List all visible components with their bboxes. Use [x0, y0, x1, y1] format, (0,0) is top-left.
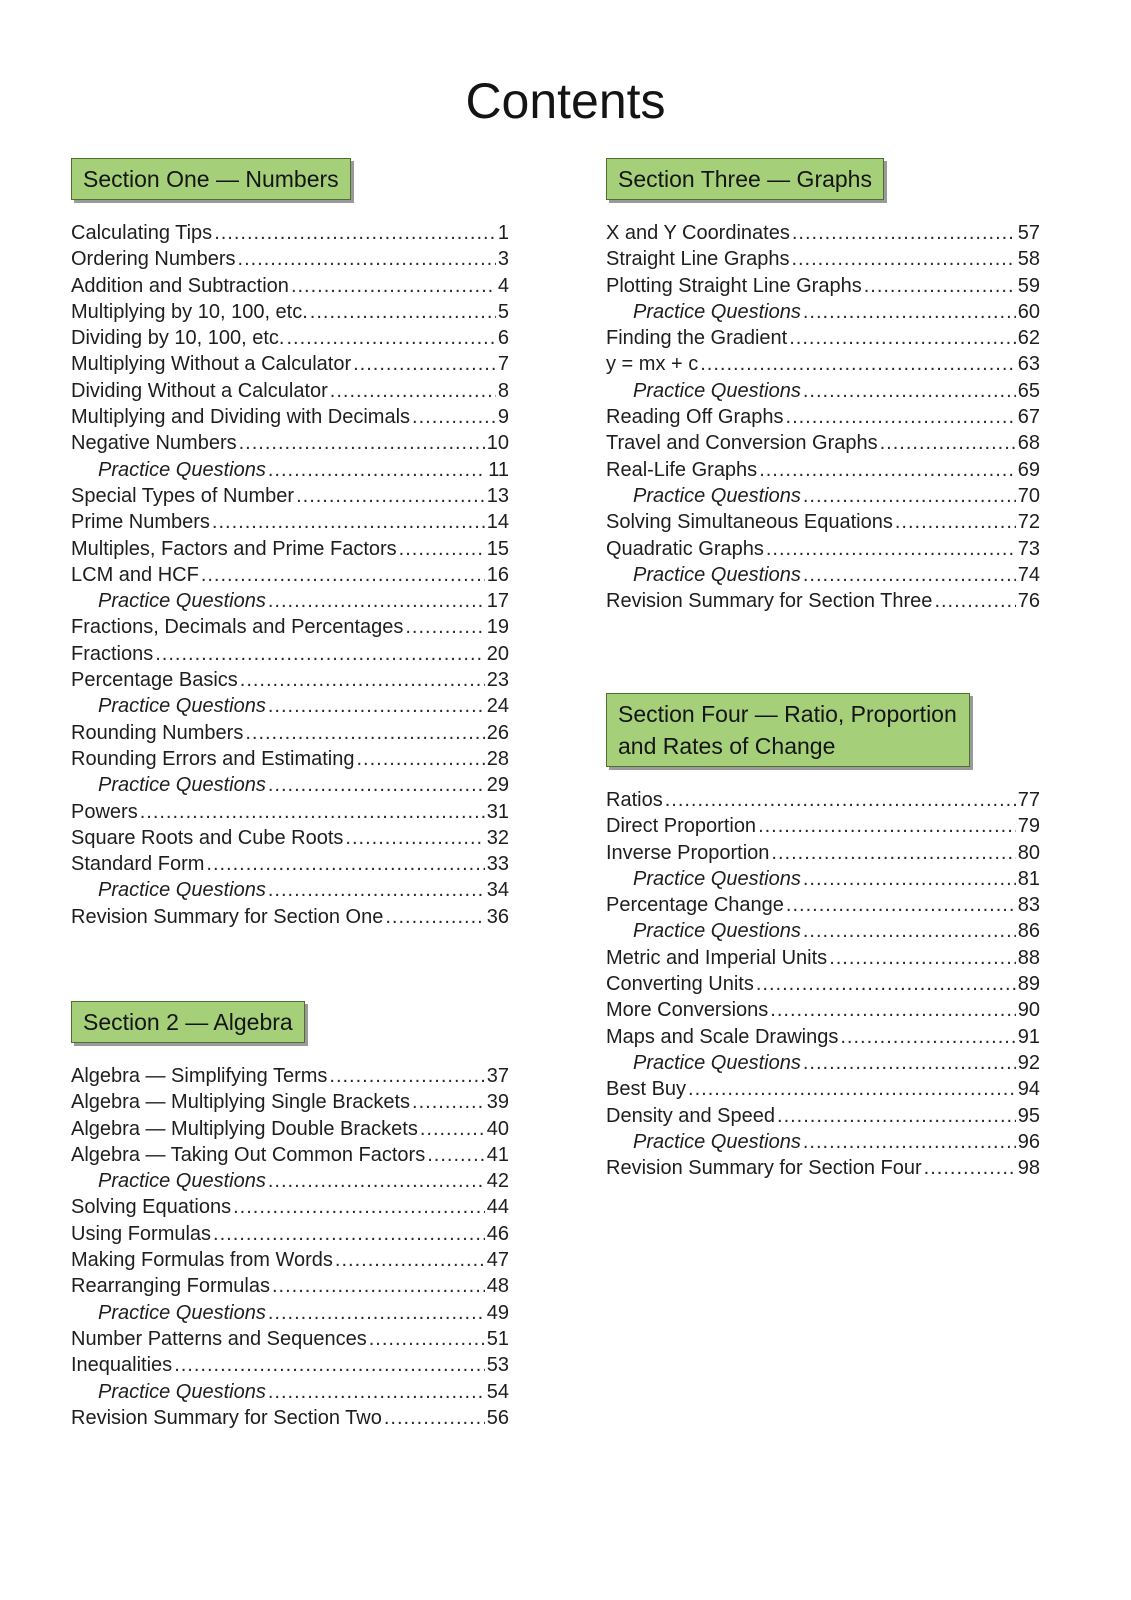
dot-leader — [214, 220, 496, 246]
toc-entry-title: Addition and Subtraction — [71, 274, 289, 297]
toc-entry-title: Percentage Change — [606, 894, 784, 917]
dot-leader — [384, 1405, 485, 1431]
toc-entry — [606, 945, 1040, 971]
toc-entry — [71, 509, 509, 535]
toc-entry — [606, 299, 1040, 325]
toc-entry-title: Real-Life Graphs — [606, 458, 758, 481]
toc-entry — [71, 1326, 509, 1352]
toc-entry — [71, 1273, 509, 1299]
toc-entry — [71, 404, 509, 430]
toc-entry-title: Revision Summary for Section One — [71, 905, 384, 928]
dot-leader — [286, 325, 495, 351]
dot-leader — [700, 351, 1016, 377]
section-four-header — [606, 693, 970, 767]
toc-entry — [71, 904, 509, 930]
toc-entry-page: 96 — [1017, 1130, 1040, 1153]
toc-entry-page: 31 — [486, 800, 509, 823]
toc-entry-title: Metric and Imperial Units — [606, 946, 828, 969]
section-four-toc — [606, 787, 1040, 1181]
dot-leader — [412, 404, 496, 430]
dot-leader — [345, 825, 484, 851]
toc-entry — [606, 971, 1040, 997]
toc-entry — [71, 1168, 509, 1194]
toc-entry-page: 32 — [486, 826, 509, 849]
toc-entry-title: Revision Summary for Section Two — [71, 1406, 382, 1429]
page-title: Contents — [465, 73, 666, 129]
dot-leader — [803, 1050, 1016, 1076]
dot-leader — [240, 667, 485, 693]
dot-leader — [268, 1379, 485, 1405]
section-one-toc — [71, 220, 509, 930]
dot-leader — [353, 351, 496, 377]
toc-entry-title: Travel and Conversion Graphs — [606, 432, 878, 455]
toc-entry — [71, 1063, 509, 1089]
dot-leader — [840, 1024, 1015, 1050]
dot-leader — [688, 1076, 1016, 1102]
toc-entry-page: 59 — [1017, 274, 1040, 297]
toc-entry-page: 46 — [486, 1222, 509, 1245]
toc-entry — [71, 430, 509, 456]
toc-entry-page: 62 — [1017, 327, 1040, 350]
dot-leader — [880, 430, 1016, 456]
toc-entry-title: Direct Proportion — [606, 815, 757, 838]
toc-entry-title: y = mx + c — [606, 353, 699, 376]
toc-entry — [71, 746, 509, 772]
dot-leader — [771, 840, 1015, 866]
dot-leader — [766, 536, 1016, 562]
toc-entry-title: Practice Questions — [98, 458, 266, 481]
toc-entry-title: Rounding Errors and Estimating — [71, 747, 355, 770]
toc-entry-title: Inequalities — [71, 1354, 173, 1377]
toc-entry-title: Quadratic Graphs — [606, 537, 764, 560]
toc-entry-page: 10 — [486, 432, 509, 455]
toc-entry-title: Practice Questions — [98, 1301, 266, 1324]
toc-entry-title: Inverse Proportion — [606, 841, 770, 864]
toc-entry-page: 53 — [486, 1354, 509, 1377]
toc-entry — [71, 220, 509, 246]
toc-entry — [606, 273, 1040, 299]
toc-entry-page: 14 — [486, 511, 509, 534]
toc-entry-title: Density and Speed — [606, 1104, 776, 1127]
toc-entry-title: Practice Questions — [633, 920, 801, 943]
dot-leader — [268, 693, 485, 719]
dot-leader — [792, 220, 1016, 246]
toc-entry-page: 8 — [497, 379, 509, 402]
toc-entry-title: Number Patterns and Sequences — [71, 1327, 367, 1350]
toc-entry-page: 60 — [1017, 300, 1040, 323]
toc-entry-page: 67 — [1017, 406, 1040, 429]
toc-entry-title: Multiplying by 10, 100, etc. — [71, 300, 308, 323]
toc-entry-title: Algebra — Taking Out Common Factors — [71, 1143, 426, 1166]
toc-entry — [606, 588, 1040, 614]
toc-entry-title: Ratios — [606, 789, 663, 811]
toc-entry-title: Straight Line Graphs — [606, 248, 790, 271]
dot-leader — [803, 866, 1016, 892]
toc-entry-page: 42 — [486, 1170, 509, 1193]
toc-entry — [71, 641, 509, 667]
section-three-header: Section Three — Graphs — [606, 158, 884, 200]
toc-entry — [606, 562, 1040, 588]
toc-entry — [71, 667, 509, 693]
dot-leader — [245, 720, 484, 746]
toc-entry-page: 1 — [497, 222, 509, 244]
dot-leader — [803, 918, 1016, 944]
toc-entry-page: 98 — [1017, 1157, 1040, 1180]
toc-entry — [71, 825, 509, 851]
dot-leader — [329, 1063, 484, 1089]
dot-leader — [369, 1326, 485, 1352]
toc-entry-title: Practice Questions — [633, 867, 801, 890]
toc-entry-title: Best Buy — [606, 1078, 687, 1101]
toc-entry-page: 48 — [486, 1275, 509, 1298]
toc-entry-page: 36 — [486, 905, 509, 928]
section-two — [71, 1001, 509, 1431]
toc-entry — [606, 866, 1040, 892]
toc-entry-page: 19 — [486, 616, 509, 639]
toc-entry — [71, 693, 509, 719]
toc-entry-title: Solving Equations — [71, 1196, 232, 1219]
dot-leader — [427, 1142, 485, 1168]
toc-entry — [71, 772, 509, 798]
toc-entry-title: Algebra — Multiplying Double Brackets — [71, 1117, 418, 1140]
toc-entry — [71, 457, 509, 483]
toc-entry-title: Reading Off Graphs — [606, 406, 784, 429]
toc-entry — [606, 1155, 1040, 1181]
section-one-header: Section One — Numbers — [71, 158, 351, 200]
dot-leader — [335, 1247, 485, 1273]
toc-entry-title: Dividing by 10, 100, etc. — [71, 327, 285, 350]
toc-entry — [71, 562, 509, 588]
toc-entry-title: Standard Form — [71, 853, 205, 876]
dot-leader — [213, 1221, 485, 1247]
toc-entry-title: Special Types of Number — [71, 484, 295, 507]
dot-leader — [291, 273, 496, 299]
toc-entry-title: Practice Questions — [98, 774, 266, 797]
dot-leader — [268, 1300, 485, 1326]
toc-entry-page: 29 — [486, 774, 509, 797]
dot-leader — [829, 945, 1016, 971]
toc-entry-page: 77 — [1017, 789, 1040, 811]
toc-entry — [606, 351, 1040, 377]
dot-leader — [665, 787, 1016, 813]
toc-entry-title: Algebra — Simplifying Terms — [71, 1065, 328, 1087]
toc-entry — [606, 246, 1040, 272]
section-three-toc — [606, 220, 1040, 614]
toc-entry — [606, 483, 1040, 509]
dot-leader — [140, 799, 485, 825]
dot-leader — [405, 614, 484, 640]
dot-leader — [296, 483, 485, 509]
dot-leader — [777, 1103, 1016, 1129]
toc-entry — [71, 799, 509, 825]
toc-entry-page: 5 — [497, 300, 509, 323]
toc-entry-page: 81 — [1017, 867, 1040, 890]
toc-entry-title: Square Roots and Cube Roots — [71, 826, 344, 849]
toc-entry-page: 33 — [486, 853, 509, 876]
toc-entry-page: 3 — [497, 248, 509, 271]
toc-entry-title: Making Formulas from Words — [71, 1249, 333, 1272]
toc-entry-page: 80 — [1017, 841, 1040, 864]
toc-entry — [606, 220, 1040, 246]
toc-entry-title: Dividing Without a Calculator — [71, 379, 328, 402]
toc-entry — [71, 720, 509, 746]
dot-leader — [786, 892, 1016, 918]
toc-entry — [71, 1379, 509, 1405]
toc-entry-page: 94 — [1017, 1078, 1040, 1101]
toc-entry-page: 79 — [1017, 815, 1040, 838]
dot-leader — [155, 641, 485, 667]
dot-leader — [420, 1116, 485, 1142]
dot-leader — [756, 971, 1016, 997]
dot-leader — [356, 746, 484, 772]
toc-entry-page: 72 — [1017, 511, 1040, 534]
toc-entry — [71, 1405, 509, 1431]
toc-entry-page: 83 — [1017, 894, 1040, 917]
dot-leader — [268, 772, 485, 798]
toc-entry-page: 63 — [1017, 353, 1040, 376]
toc-entry-title: Ordering Numbers — [71, 248, 236, 271]
toc-entry-page: 65 — [1017, 379, 1040, 402]
toc-entry-title: Maps and Scale Drawings — [606, 1025, 839, 1048]
toc-entry — [606, 536, 1040, 562]
toc-entry-title: Revision Summary for Section Four — [606, 1157, 922, 1180]
toc-entry — [71, 1194, 509, 1220]
toc-entry-page: 88 — [1017, 946, 1040, 969]
toc-entry — [606, 325, 1040, 351]
toc-entry-title: Using Formulas — [71, 1222, 212, 1245]
toc-entry — [606, 892, 1040, 918]
toc-entry — [606, 1050, 1040, 1076]
dot-leader — [268, 877, 485, 903]
toc-entry-page: 91 — [1017, 1025, 1040, 1048]
toc-entry-page: 11 — [488, 458, 509, 481]
toc-entry-title: Percentage Basics — [71, 669, 238, 692]
toc-entry — [71, 1142, 509, 1168]
toc-entry-page: 34 — [486, 879, 509, 902]
dot-leader — [201, 562, 485, 588]
toc-entry-page: 74 — [1017, 563, 1040, 586]
dot-leader — [233, 1194, 485, 1220]
toc-entry — [71, 1300, 509, 1326]
toc-entry — [71, 851, 509, 877]
toc-entry-title: Practice Questions — [98, 590, 266, 613]
dot-leader — [238, 246, 496, 272]
toc-entry-page: 23 — [486, 669, 509, 692]
section-four-header-line1: Section Four — Ratio, Proportion — [618, 701, 957, 727]
toc-entry — [71, 1089, 509, 1115]
dot-leader — [934, 588, 1015, 614]
toc-entry — [71, 877, 509, 903]
dot-leader — [803, 562, 1016, 588]
toc-entry-page: 15 — [486, 537, 509, 560]
toc-entry — [606, 1024, 1040, 1050]
toc-entry-title: Algebra — Multiplying Single Brackets — [71, 1091, 411, 1114]
toc-entry — [71, 378, 509, 404]
toc-entry-title: Practice Questions — [633, 563, 801, 586]
toc-entry-title: Practice Questions — [98, 695, 266, 718]
toc-entry-title: Prime Numbers — [71, 511, 210, 534]
toc-entry-page: 37 — [486, 1065, 509, 1087]
toc-entry-page: 39 — [486, 1091, 509, 1114]
toc-entry-title: Multiplying and Dividing with Decimals — [71, 406, 411, 429]
toc-entry-page: 9 — [497, 406, 509, 429]
toc-entry — [606, 997, 1040, 1023]
toc-entry-page: 41 — [486, 1143, 509, 1166]
dot-leader — [268, 588, 485, 614]
toc-entry-title: Multiples, Factors and Prime Factors — [71, 537, 397, 560]
toc-entry-title: Rearranging Formulas — [71, 1275, 270, 1298]
toc-entry — [606, 457, 1040, 483]
toc-entry — [71, 299, 509, 325]
toc-entry-page: 57 — [1017, 222, 1040, 244]
dot-leader — [803, 378, 1016, 404]
toc-entry-title: Finding the Gradient — [606, 327, 788, 350]
toc-entry — [71, 1352, 509, 1378]
section-three — [606, 158, 1040, 614]
toc-entry-title: Powers — [71, 800, 138, 823]
dot-leader — [268, 1168, 485, 1194]
toc-entry-title: Practice Questions — [633, 379, 801, 402]
dot-leader — [239, 430, 485, 456]
toc-entry-title: Rounding Numbers — [71, 721, 244, 744]
toc-entry-page: 7 — [497, 353, 509, 376]
dot-leader — [803, 483, 1016, 509]
toc-entry-page: 68 — [1017, 432, 1040, 455]
toc-entry-page: 16 — [486, 563, 509, 586]
toc-entry-page: 86 — [1017, 920, 1040, 943]
toc-entry-title: Revision Summary for Section Three — [606, 590, 933, 613]
dot-leader — [212, 509, 485, 535]
toc-entry-title: Negative Numbers — [71, 432, 237, 455]
dot-leader — [310, 299, 496, 325]
toc-entry-title: Calculating Tips — [71, 222, 213, 244]
toc-entry-page: 70 — [1017, 484, 1040, 507]
dot-leader — [770, 997, 1015, 1023]
toc-entry — [606, 840, 1040, 866]
toc-entry-title: Fractions, Decimals and Percentages — [71, 616, 404, 639]
section-two-header: Section 2 — Algebra — [71, 1001, 305, 1043]
toc-entry-page: 54 — [486, 1380, 509, 1403]
toc-entry — [606, 404, 1040, 430]
toc-entry-title: Practice Questions — [633, 484, 801, 507]
dot-leader — [791, 246, 1015, 272]
dot-leader — [272, 1273, 485, 1299]
toc-entry-title: Practice Questions — [98, 1380, 266, 1403]
toc-entry — [606, 430, 1040, 456]
toc-entry-page: 76 — [1017, 590, 1040, 613]
toc-entry-page: 47 — [486, 1249, 509, 1272]
dot-leader — [399, 536, 485, 562]
toc-entry-page: 17 — [486, 590, 509, 613]
toc-entry — [606, 1103, 1040, 1129]
toc-entry-page: 20 — [486, 642, 509, 665]
toc-entry-page: 92 — [1017, 1051, 1040, 1074]
toc-entry — [71, 1247, 509, 1273]
toc-entry-title: Practice Questions — [98, 1170, 266, 1193]
section-two-toc — [71, 1063, 509, 1431]
toc-entry-title: Fractions — [71, 642, 154, 665]
section-four-header-line2: and Rates of Change — [618, 733, 836, 759]
toc-entry-page: 51 — [486, 1327, 509, 1350]
toc-entry-page: 26 — [486, 721, 509, 744]
section-four — [606, 693, 1040, 1181]
toc-entry-page: 69 — [1017, 458, 1040, 481]
dot-leader — [759, 457, 1016, 483]
toc-entry-page: 95 — [1017, 1104, 1040, 1127]
toc-entry-title: Practice Questions — [633, 1051, 801, 1074]
toc-entry-title: Practice Questions — [633, 300, 801, 323]
toc-entry — [606, 1129, 1040, 1155]
toc-entry-page: 40 — [486, 1117, 509, 1140]
toc-entry — [606, 509, 1040, 535]
dot-leader — [924, 1155, 1016, 1181]
toc-entry-page: 90 — [1017, 999, 1040, 1022]
dot-leader — [786, 404, 1016, 430]
dot-leader — [758, 813, 1016, 839]
toc-entry-title: Solving Simultaneous Equations — [606, 511, 893, 534]
toc-entry — [606, 787, 1040, 813]
toc-entry-title: Plotting Straight Line Graphs — [606, 274, 862, 297]
toc-entry-title: X and Y Coordinates — [606, 222, 790, 244]
toc-entry-title: Practice Questions — [98, 879, 266, 902]
toc-entry-page: 44 — [486, 1196, 509, 1219]
dot-leader — [268, 457, 486, 483]
toc-entry-page: 13 — [486, 484, 509, 507]
dot-leader — [803, 299, 1016, 325]
dot-leader — [330, 378, 496, 404]
dot-leader — [206, 851, 484, 877]
toc-entry-page: 89 — [1017, 973, 1040, 996]
dot-leader — [385, 904, 484, 930]
toc-entry-page: 58 — [1017, 248, 1040, 271]
toc-entry — [71, 536, 509, 562]
toc-entry — [606, 918, 1040, 944]
dot-leader — [789, 325, 1016, 351]
toc-entry-page: 24 — [486, 695, 509, 718]
toc-entry — [71, 483, 509, 509]
toc-entry-title: LCM and HCF — [71, 563, 199, 586]
toc-entry — [606, 813, 1040, 839]
toc-entry-title: Practice Questions — [633, 1130, 801, 1153]
dot-leader — [174, 1352, 485, 1378]
toc-entry — [71, 246, 509, 272]
dot-leader — [803, 1129, 1016, 1155]
toc-entry-title: More Conversions — [606, 999, 769, 1022]
toc-entry-title: Converting Units — [606, 973, 754, 996]
toc-entry-title: Multiplying Without a Calculator — [71, 353, 352, 376]
toc-entry — [71, 1221, 509, 1247]
toc-entry — [71, 1116, 509, 1142]
toc-entry — [71, 588, 509, 614]
dot-leader — [895, 509, 1016, 535]
dot-leader — [864, 273, 1016, 299]
section-one — [71, 158, 509, 930]
toc-entry-page: 73 — [1017, 537, 1040, 560]
toc-entry — [71, 325, 509, 351]
toc-entry-page: 6 — [497, 327, 509, 350]
toc-entry — [71, 351, 509, 377]
dot-leader — [412, 1089, 485, 1115]
toc-entry-page: 56 — [486, 1406, 509, 1429]
toc-entry — [71, 614, 509, 640]
toc-entry — [606, 378, 1040, 404]
toc-entry — [71, 273, 509, 299]
toc-entry-page: 4 — [497, 274, 509, 297]
toc-entry-page: 49 — [486, 1301, 509, 1324]
toc-entry-page: 28 — [486, 747, 509, 770]
toc-entry — [606, 1076, 1040, 1102]
